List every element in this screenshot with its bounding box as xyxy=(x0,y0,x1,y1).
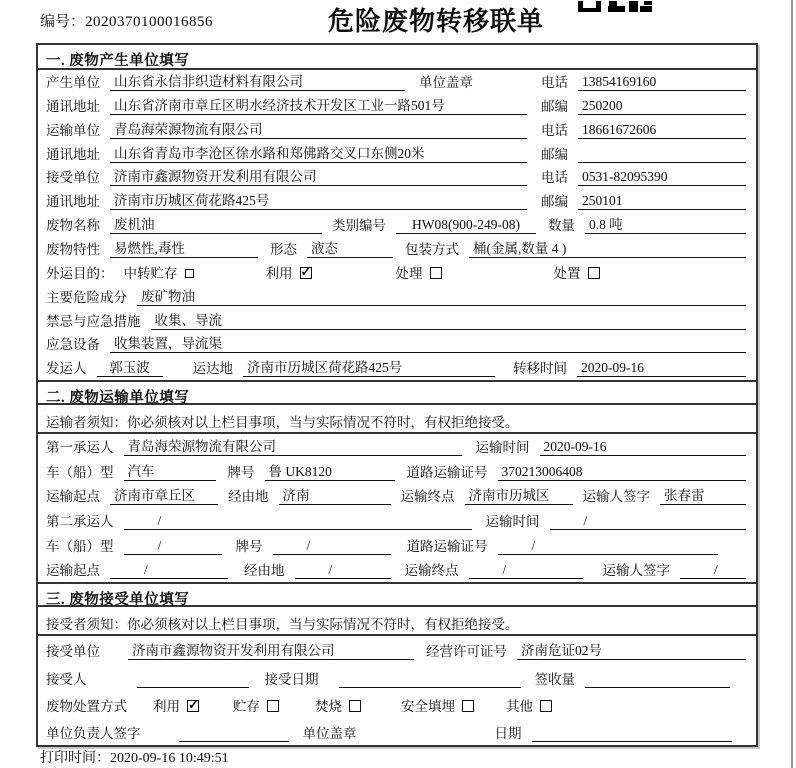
field-label: 外运目的： xyxy=(46,265,114,281)
row-waste-name xyxy=(38,213,756,237)
destination-value: 济南市历城区荷花路425号 xyxy=(243,356,495,377)
print-time: 打印时间：2020-09-16 10:49:51 xyxy=(40,751,229,766)
row-hazard-component xyxy=(38,285,756,309)
carrier-signature-value: 张春雷 xyxy=(660,484,746,505)
plate-number-2-value: / xyxy=(273,538,391,555)
disposal-option-other xyxy=(506,695,552,715)
field-label: 废物特性 xyxy=(46,242,100,258)
row-first-carrier xyxy=(38,434,756,459)
row-disposal-method xyxy=(38,691,756,718)
row-transport-address xyxy=(38,142,756,166)
waste-form-value: 液态 xyxy=(307,237,393,258)
field-label: 牌号 xyxy=(235,538,263,554)
producer-zip-value: 250200 xyxy=(578,98,746,115)
field-label: 经由地 xyxy=(244,563,285,579)
first-carrier-value: 青岛海荣源物流有限公司 xyxy=(124,435,462,456)
checkbox-icon xyxy=(187,700,199,712)
disposal-option-landfill xyxy=(401,695,474,715)
checkbox-icon xyxy=(430,267,442,279)
checkbox-icon xyxy=(300,267,312,279)
row-route-2 xyxy=(38,558,756,583)
field-label: 运输单位 xyxy=(46,122,100,138)
row-emergency-measures xyxy=(38,309,756,333)
disposal-option-utilize xyxy=(153,695,199,715)
field-label: 道路运输证号 xyxy=(406,538,488,554)
transport-address-value: 山东省青岛市李沧区徐水路和郑佛路交叉口东侧20米 xyxy=(110,142,527,163)
checkbox-label: 贮存 xyxy=(233,698,260,714)
checkbox-label: 焚烧 xyxy=(315,698,342,714)
section1-header: 一. 废物产生单位填写 xyxy=(38,45,756,70)
accept-person-value xyxy=(137,671,249,688)
plate-number-value: 鲁 UK8120 xyxy=(265,460,395,481)
emergency-equipment-value: 收集装置，导流渠 xyxy=(110,332,746,353)
field-label: 类别编号 xyxy=(332,218,386,234)
checkbox-icon xyxy=(349,700,361,712)
field-label: 形态 xyxy=(270,242,297,258)
purpose-option-treat xyxy=(396,262,442,282)
responsible-signature-value xyxy=(179,725,289,742)
field-label: 运输时间 xyxy=(475,439,530,455)
field-label: 发运人 xyxy=(46,361,87,377)
unit-seal-label: 单位盖章 xyxy=(419,74,473,90)
checkbox-label: 处理 xyxy=(395,265,423,281)
row-transport-unit xyxy=(38,118,756,142)
license-number-value: 济南危证02号 xyxy=(517,639,746,660)
field-label: 邮编 xyxy=(541,146,568,162)
field-label: 数量 xyxy=(548,218,575,234)
route-via-2-value: / xyxy=(295,562,391,579)
field-label: 接受人 xyxy=(46,671,87,687)
transfer-date-value: 2020-09-16 xyxy=(577,360,746,377)
field-label: 通讯地址 xyxy=(46,146,100,162)
row-shipper xyxy=(38,356,756,380)
field-label: 签收量 xyxy=(534,671,575,687)
accept-date-value xyxy=(339,671,521,688)
second-carrier-value: / xyxy=(124,513,472,530)
field-label: 接受日期 xyxy=(264,671,319,687)
waste-quantity-value: 0.8 吨 xyxy=(585,213,746,234)
row-vehicle-type-2 xyxy=(38,533,756,558)
checkbox-icon xyxy=(588,267,600,279)
waste-property-value: 易燃性,毒性 xyxy=(110,237,258,258)
field-label: 运输起点 xyxy=(46,563,100,579)
field-label: 接受单位 xyxy=(46,170,100,186)
field-label: 电话 xyxy=(541,122,568,138)
row-second-carrier xyxy=(38,508,756,533)
waste-name-value: 废机油 xyxy=(110,213,322,234)
vehicle-type-value: 汽车 xyxy=(124,460,216,481)
field-label: 产生单位 xyxy=(46,74,100,90)
transport-phone-value: 18661672606 xyxy=(578,122,746,139)
section3-header: 三. 废物接受单位填写 xyxy=(38,582,756,607)
field-label: 应急设备 xyxy=(46,337,100,353)
row-producer-unit xyxy=(38,70,756,94)
accept-unit-value: 济南市鑫源物资开发利用有限公司 xyxy=(128,639,414,660)
transport-date-value: 2020-09-16 xyxy=(540,439,747,456)
received-amount-value xyxy=(585,671,730,688)
field-label: 包装方式 xyxy=(405,242,459,258)
field-label: 接受单位 xyxy=(46,644,100,660)
field-label: 运输终点 xyxy=(404,563,459,579)
checkbox-label: 中转贮存 xyxy=(123,265,178,281)
purpose-option-dispose xyxy=(554,262,600,282)
document-title: 危险废物转移联单 xyxy=(328,7,545,36)
checkbox-label: 利用 xyxy=(153,698,180,714)
checkbox-icon xyxy=(462,700,474,712)
route-via-value: 济南 xyxy=(279,484,391,505)
row-route-1 xyxy=(38,484,756,509)
field-label: 道路运输证号 xyxy=(406,464,488,480)
shipper-value: 郭玉波 xyxy=(97,356,163,377)
road-permit-value: 370213006408 xyxy=(498,464,747,481)
document-number-value: 2020370100016856 xyxy=(85,14,214,30)
waste-code-value: HW08(900-249-08) xyxy=(396,217,536,234)
row-accept-unit xyxy=(38,636,756,663)
field-label: 电话 xyxy=(541,74,568,90)
receiver-phone-value: 0531-82095390 xyxy=(578,169,746,186)
document-number xyxy=(40,10,213,31)
field-label: 经由地 xyxy=(228,489,269,505)
road-permit-2-value: / xyxy=(498,538,718,555)
field-label: 电话 xyxy=(541,170,568,186)
route-origin-2-value: / xyxy=(110,562,228,579)
disposal-option-incinerate xyxy=(315,695,361,715)
transport-date-2-value: / xyxy=(550,513,747,530)
route-end-2-value: / xyxy=(469,562,583,579)
field-label: 运输时间 xyxy=(485,514,540,530)
field-label: 经营许可证号 xyxy=(426,644,507,660)
vehicle-type-2-value: / xyxy=(124,538,222,555)
row-vehicle-type-1 xyxy=(38,459,756,484)
field-label: 废物处置方式 xyxy=(46,698,127,714)
field-label: 主要危险成分 xyxy=(46,289,127,305)
field-label: 单位负责人签字 xyxy=(46,726,141,742)
field-label: 运达地 xyxy=(192,361,233,377)
checkbox-label: 其他 xyxy=(506,698,533,714)
unit-seal-label: 单位盖章 xyxy=(302,726,357,742)
field-label: 第二承运人 xyxy=(46,514,114,530)
purpose-option-utilize xyxy=(266,262,312,282)
purpose-option-storage xyxy=(124,262,194,282)
field-label: 运输人签字 xyxy=(602,563,670,579)
row-transfer-purpose xyxy=(38,261,756,285)
receiver-address-value: 济南市历城区荷花路425号 xyxy=(110,189,527,210)
producer-unit-value: 山东省永信非织造材料有限公司 xyxy=(110,70,405,91)
row-producer-address xyxy=(38,94,756,118)
field-label: 日期 xyxy=(494,726,522,742)
receiver-zip-value: 250101 xyxy=(578,193,746,210)
document-number-label: 编号： xyxy=(40,14,86,30)
date-value xyxy=(532,725,733,742)
hazard-component-value: 废矿物油 xyxy=(137,285,746,306)
field-label: 牌号 xyxy=(227,464,255,480)
field-label: 运输终点 xyxy=(400,489,455,505)
section2-notice: 运输者须知：你必须核对以上栏目事项，当与实际情况不符时，有权拒绝接受。 xyxy=(38,405,756,434)
producer-phone-value: 13854169160 xyxy=(578,74,746,91)
row-receiver-unit xyxy=(38,166,756,190)
carrier-signature-2-value: / xyxy=(680,562,746,579)
page-edge-line xyxy=(791,0,793,768)
route-origin-value: 济南市章丘区 xyxy=(110,484,218,505)
section2-header: 二. 废物运输单位填写 xyxy=(38,380,756,405)
field-label: 运输起点 xyxy=(46,489,100,505)
section3-notice: 接受者须知：你必须核对以上栏目事项，当与实际情况不符时，有权拒绝接受。 xyxy=(38,607,756,636)
field-label: 禁忌与应急措施 xyxy=(46,313,141,329)
checkbox-icon xyxy=(185,269,194,278)
transport-unit-value: 青岛海荣源物流有限公司 xyxy=(110,118,527,139)
field-label: 第一承运人 xyxy=(46,439,114,455)
packaging-value: 桶(金属,数量 4 ) xyxy=(469,237,746,258)
qr-code-fragment xyxy=(578,0,652,11)
checkbox-label: 处置 xyxy=(553,265,581,281)
route-end-value: 济南市历城区 xyxy=(465,484,573,505)
field-label: 转移时间 xyxy=(513,361,567,377)
transport-zip-value xyxy=(578,146,746,163)
disposal-option-store xyxy=(233,695,279,715)
row-responsible-signature xyxy=(38,718,756,745)
field-label: 车（船）型 xyxy=(46,538,114,554)
row-waste-property xyxy=(38,237,756,261)
checkbox-label: 安全填埋 xyxy=(401,698,455,714)
emergency-measures-value: 收集、导流 xyxy=(151,309,747,330)
row-receiver-address xyxy=(38,189,756,213)
field-label: 运输人签字 xyxy=(582,489,650,505)
row-emergency-equipment xyxy=(38,333,756,357)
field-label: 废物名称 xyxy=(46,218,100,234)
producer-address-value: 山东省济南市章丘区明水经济技术开发区工业一路501号 xyxy=(110,94,527,115)
field-label: 邮编 xyxy=(541,194,568,210)
checkbox-icon xyxy=(540,700,552,712)
manifest-form xyxy=(36,43,758,747)
receiver-unit-value: 济南市鑫源物资开发利用有限公司 xyxy=(110,165,527,186)
checkbox-icon xyxy=(267,700,279,712)
checkbox-label: 利用 xyxy=(265,265,293,281)
field-label: 通讯地址 xyxy=(46,194,100,210)
field-label: 邮编 xyxy=(541,98,568,114)
field-label: 车（船）型 xyxy=(46,464,114,480)
row-accept-person xyxy=(38,663,756,690)
field-label: 通讯地址 xyxy=(46,98,100,114)
